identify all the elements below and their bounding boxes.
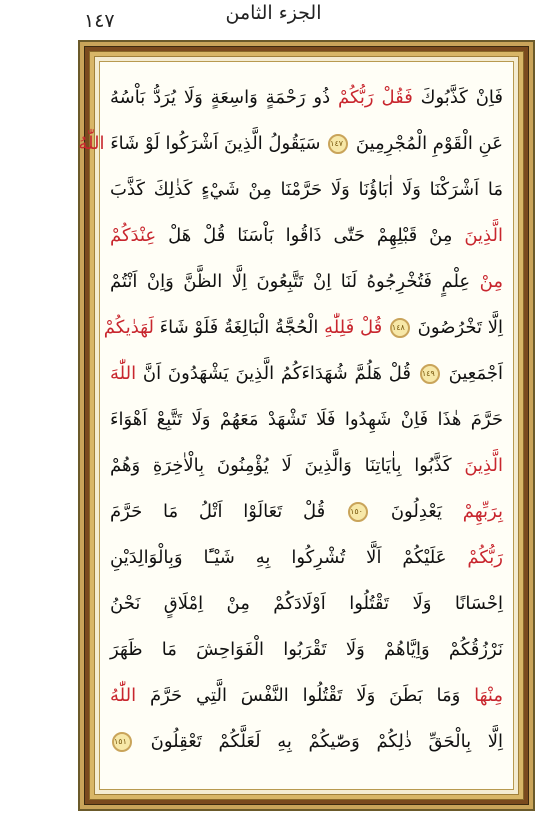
page-number: ١٤٧ (84, 10, 115, 32)
text-line (110, 676, 503, 716)
verse-text: حَرَّمَ هٰذَا فَاِنْ شَهِدُوا فَلَا تَشْهَدْ مَعَهُمْ وَلَا تَتَّبِعْ اَهْوَاءَ (110, 409, 503, 430)
text-line (110, 630, 503, 670)
verse-text: مِنْ قَبْلِهِمْ حَتّٰى ذَاقُوا بَاْسَنَا قُلْ هَلْ (156, 225, 465, 246)
text-line (110, 538, 503, 578)
frame-band (78, 46, 529, 805)
ayah-number-marker: ١٤٨ (390, 318, 410, 338)
highlighted-word: اللّٰهُ (110, 685, 137, 706)
highlighted-word: اللّٰهَ (110, 363, 137, 384)
highlighted-word: لَهَدٰيكُمْ (103, 317, 154, 338)
ayah-number-marker: ١٤٧ (328, 134, 348, 154)
verse-text: نَرْزُقُكُمْ وَاِيَّاهُمْ وَلَا تَقْرَبُوا الْفَوَاحِشَ مَا ظَهَرَ (110, 639, 503, 660)
text-line (110, 170, 503, 210)
frame-inner-line (78, 56, 519, 795)
highlighted-word: فَقُلْ رَبُّكُمْ (337, 87, 413, 108)
verse-text: يَعْدِلُونَ (370, 501, 463, 522)
highlighted-word: مِنْ (479, 271, 503, 292)
verse-text: عِلْمٍ فَتُخْرِجُوهُ لَنَا اِنْ تَتَّبِعُونَ اِلَّا الظَّنَّ وَاِنْ اَنْتُمْ (110, 271, 480, 292)
verse-text: الْحُجَّةُ الْبَالِغَةُ فَلَوْ شَاءَ (153, 317, 325, 338)
verse-text: اِلَّا تَخْرُصُونَ (411, 317, 503, 338)
highlighted-word: مِنْهَا (474, 685, 503, 706)
ornamental-frame (78, 40, 535, 811)
frame-gold (78, 51, 524, 800)
verse-text: عَنِ الْقَوْمِ الْمُجْرِمِينَ (350, 133, 503, 154)
text-line (110, 78, 503, 118)
verse-text: فَاِنْ كَذَّبُوكَ (412, 87, 503, 108)
highlighted-word: الَّذِينَ (464, 225, 503, 246)
verse-text: قُلْ تَعَالَوْا اَتْلُ مَا حَرَّمَ (110, 501, 347, 522)
text-area (78, 61, 514, 790)
highlighted-word: عِنْدَكُمْ (110, 225, 157, 246)
verse-text: وَمَا بَطَنَ وَلَا تَقْتُلُوا النَّفْسَ الَّتِي حَرَّمَ (136, 685, 475, 706)
text-line (78, 124, 503, 164)
text-line (110, 492, 503, 532)
highlighted-word: الَّذِينَ (464, 455, 503, 476)
highlighted-word: بِرَبِّهِمْ (462, 501, 503, 522)
highlighted-word: قُلْ فَلِلّٰهِ (324, 317, 388, 338)
page-header (0, 0, 547, 40)
text-line (110, 354, 503, 394)
verse-text: اِحْسَانًا وَلَا تَقْتُلُوا اَوْلَادَكُمْ مِنْ اِمْلَاقٍ نَحْنُ (110, 593, 503, 614)
text-line (110, 722, 503, 762)
verse-text: سَيَقُولُ الَّذِينَ اَشْرَكُوا لَوْ شَاءَ (104, 133, 327, 154)
verse-text: عَلَيْكُمْ اَلَّا تُشْرِكُوا بِهِ شَيْـًٔا وَبِالْوَالِدَيْنِ (110, 547, 468, 568)
text-line (110, 584, 503, 624)
highlighted-word: رَبُّكُمْ (467, 547, 503, 568)
verse-text: ذُو رَحْمَةٍ وَاسِعَةٍ وَلَا يُرَدُّ بَاْسُهُ (110, 87, 338, 108)
highlighted-word: اللّٰهُ (78, 133, 105, 154)
verse-text: كَذَّبُوا بِاٰيَاتِنَا وَالَّذِينَ لَا يُؤْمِنُونَ بِالْاٰخِرَةِ وَهُمْ (110, 455, 465, 476)
text-line (110, 262, 503, 302)
text-line (110, 400, 503, 440)
text-line (103, 308, 503, 348)
text-line (110, 216, 503, 256)
verse-text: اِلَّا بِالْحَقِّ ذٰلِكُمْ وَصّٰيكُمْ بِهِ لَعَلَّكُمْ تَعْقِلُونَ (134, 731, 503, 752)
verse-text: مَا اَشْرَكْنَا وَلَا اٰبَاؤُنَا وَلَا حَرَّمْنَا مِنْ شَيْءٍ كَذٰلِكَ كَذَّبَ (110, 179, 503, 200)
ayah-number-marker: ١٥٠ (348, 502, 368, 522)
verse-text: اَجْمَعِينَ (441, 363, 503, 384)
juz-title: الجزء الثامن (225, 2, 322, 24)
text-line (110, 446, 503, 486)
ayah-number-marker: ١٥١ (112, 732, 132, 752)
ayah-number-marker: ١٤٩ (420, 364, 440, 384)
verse-text: قُلْ هَلُمَّ شُهَدَاءَكُمُ الَّذِينَ يَشْهَدُونَ اَنَّ (136, 363, 418, 384)
